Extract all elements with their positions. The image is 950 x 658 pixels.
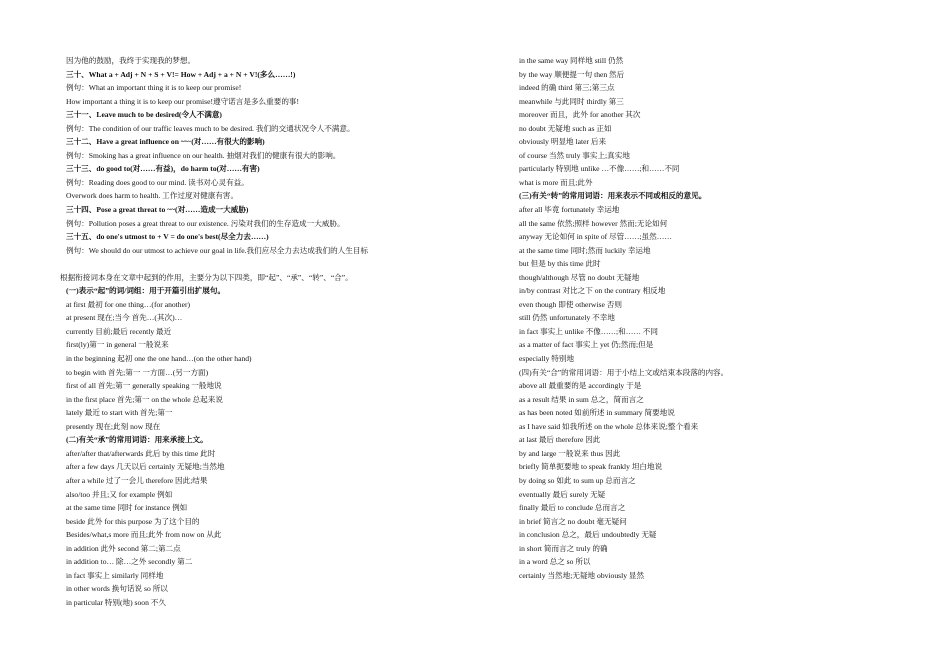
left-text-line: Besides/what,s more 而且;此外 from now on 从此 — [66, 530, 222, 540]
left-text-line: lately 最近 to start with 首先;第一 — [66, 408, 173, 418]
left-text-line: in other words 换句话说 so 所以 — [66, 584, 168, 594]
left-column — [60, 54, 466, 609]
left-text-line: 因为他的鼓励，我终于实现我的梦想。 — [66, 56, 196, 65]
left-text-line: in fact 事实上 similarly 同样地 — [66, 570, 164, 580]
right-text-line: certainly 当然地;无疑地 obviously 显然 — [519, 570, 645, 580]
left-text-line: 例句：What an important thing it is to keep our promise! — [66, 83, 242, 93]
right-text-line: as a matter of fact 事实上 yet 仍;然而;但是 — [519, 340, 654, 350]
left-text-line: first of all 首先;第一 generally speaking 一般地说 — [66, 381, 222, 391]
left-heading-line: 三十二、Have a great influence on ~~·(对……有很大的影响) — [66, 137, 265, 147]
right-text-line: in/by contrast 对比之下 on the contrary 相反地 — [519, 286, 666, 296]
right-text-line: by the way 顺便提一句 then 然后 — [519, 69, 625, 79]
left-text-line: in addition to… 除…之外 secondly 第二 — [66, 557, 193, 567]
right-text-line: even though 即使 otherwise 否则 — [519, 299, 622, 309]
right-text-line: indeed 的确 third 第三;第三点 — [519, 83, 615, 93]
left-text-line: first(ly)第一 in general 一般说来 — [66, 340, 169, 350]
right-text-line: as I have said 如我所述 on the whole 总体来说;整个看来 — [519, 421, 699, 431]
left-text-line: at the same time 同时 for instance 例如 — [66, 503, 188, 513]
right-text-line: moreover 而且，此外 for another 其次 — [519, 110, 641, 120]
left-text-line: also/too 并且;又 for example 例如 — [66, 489, 173, 499]
left-text-line: currently 目前;最后 recently 最近 — [66, 326, 172, 336]
right-text-line: after all 毕竟 fortunately 幸运地 — [519, 205, 620, 215]
right-text-line: in a word 总之 so 所以 — [519, 557, 591, 567]
right-text-line: all the same 依然;照样 however 然而;无论如何 — [519, 218, 668, 228]
left-text-line: Overwork does harm to health. 工作过度对健康有害。 — [66, 191, 239, 201]
left-text-line: 例句：The condition of our traffic leaves much to be desired. 我们的交通状况令人不满意。 — [66, 123, 355, 133]
right-column — [519, 54, 919, 582]
right-text-line: anyway 无论如何 in spite of 尽管……;虽然…… — [519, 232, 672, 242]
left-text-line: 例句：Reading does good to our mind. 读书对心灵有益。 — [66, 177, 249, 187]
right-text-line: above all 最重要的是 accordingly 于是 — [519, 381, 642, 391]
left-text-line: presently 现在;此刻 now 现在 — [66, 421, 161, 431]
left-text-line: 例句：Pollution poses a great threat to our existence. 污染对我们的生存造成一大威胁。 — [66, 218, 345, 228]
left-text-line: 例句：Smoking has a great influence on our health. 抽烟对我们的健康有很大的影响。 — [66, 150, 341, 160]
right-text-line: though/although 尽管 no doubt 无疑地 — [519, 272, 640, 282]
left-text-line: after/after that/afterwards 此后 by this time 此时 — [66, 448, 216, 458]
left-text-line: in addition 此外 second 第二;第二点 — [66, 543, 181, 553]
right-text-line: by and large 一般说来 thus 因此 — [519, 448, 621, 458]
right-text-line: especially 特别地 — [519, 354, 575, 364]
right-text-line: (四)有关“合”的常用词语：用于小结上文或结束本段落的内容。 — [519, 367, 729, 377]
left-text-line: to begin with 首先;第一 一方面…(另一方面) — [66, 367, 209, 377]
right-text-line: by doing so 如此 to sum up 总而言之 — [519, 475, 636, 485]
right-text-line: as a result 结果 in sum 总之，简而言之 — [519, 394, 644, 404]
right-text-line: but 但是 by this time 此时 — [519, 259, 601, 269]
left-text-line: in the beginning 起初 one the one hand…(on the other hand) — [66, 354, 252, 364]
left-heading-line: 三十三、do good to(对……有益)，do harm to(对……有害) — [66, 164, 260, 174]
left-text-line: at present 现在;当今 首先…(其次)… — [66, 313, 183, 323]
left-text-line: after a while 过了一会儿 therefore 因此;结果 — [66, 475, 208, 485]
right-text-line: in conclusion 总之，最后 undoubtedly 无疑 — [519, 530, 657, 540]
right-text-line: particularly 特别地 unlike …不像……;和……不同 — [519, 164, 680, 174]
left-text-line: 根据衔接词本身在文章中起到的作用，主要分为以下四类，即“起”、“承”、“转”、“合”。 — [60, 272, 353, 282]
right-text-line: briefly 简单扼要地 to speak frankly 坦白地说 — [519, 462, 663, 472]
right-text-line: in brief 简言之 no doubt 毫无疑问 — [519, 516, 627, 526]
right-text-line: in fact 事实上 unlike 不像……;和…… 不同 — [519, 326, 658, 336]
right-text-line: what is more 而且;此外 — [519, 177, 593, 187]
left-text-line: How important a thing it is to keep our promise!遵守诺言是多么重要的事! — [66, 96, 300, 106]
right-text-line: finally 最后 to conclude 总而言之 — [519, 503, 626, 513]
right-text-line: obviously 明显地 later 后来 — [519, 137, 607, 147]
left-text-line: in the first place 首先;第一 on the whole 总起来说 — [66, 394, 223, 404]
right-text-line: in the same way 同样地 still 仍然 — [519, 56, 624, 65]
right-text-line: at last 最后 therefore 因此 — [519, 435, 601, 445]
right-text-line: eventually 最后 surely 无疑 — [519, 489, 606, 499]
left-text-line: in particular 特别(地) soon 不久 — [66, 597, 166, 607]
left-heading-line: 三十五、do one's utmost to + V = do one's best(尽全力去……) — [66, 232, 269, 242]
right-text-line: as has been noted 如前所述 in summary 简要地说 — [519, 408, 675, 418]
right-text-line: at the same time 同时;然而 luckily 幸运地 — [519, 245, 651, 255]
left-heading-line: (一)表示“起”的词/词组：用于开篇引出扩展句。 — [66, 286, 226, 296]
left-text-line: after a few days 几天以后 certainly 无疑地;当然地 — [66, 462, 225, 472]
left-text-line: at first 最初 for one thing…(for another) — [66, 299, 190, 309]
right-heading-line: (三)有关“转”的常用词语：用来表示不同或相反的意见。 — [519, 191, 707, 201]
right-text-line: meanwhile 与此同时 thirdly 第三 — [519, 96, 624, 106]
left-heading-line: (二)有关“承”的常用词语：用来承接上文。 — [66, 435, 208, 445]
left-heading-line: 三十、What a + Adj + N + S + V!= How + Adj + a + N + V!(多么……!) — [66, 69, 296, 79]
left-heading-line: 三十一、Leave much to be desired(令人不满意) — [66, 110, 222, 120]
right-text-line: of course 当然 truly 事实上;真实地 — [519, 150, 630, 160]
right-text-line: still 仍然 unfortunately 不幸地 — [519, 313, 615, 323]
right-text-line: no doubt 无疑地 such as 正如 — [519, 123, 612, 133]
right-text-line: in short 简而言之 truly 的确 — [519, 543, 608, 553]
left-blank-line — [66, 257, 466, 271]
left-text-line: beside 此外 for this purpose 为了这个目的 — [66, 516, 200, 526]
left-heading-line: 三十四、Pose a great threat to ~~(对……造成一大威胁) — [66, 205, 249, 215]
left-text-line: 例句：We should do our utmost to achieve our goal in life.我们应尽全力去达成我们的人生目标 — [66, 245, 369, 255]
